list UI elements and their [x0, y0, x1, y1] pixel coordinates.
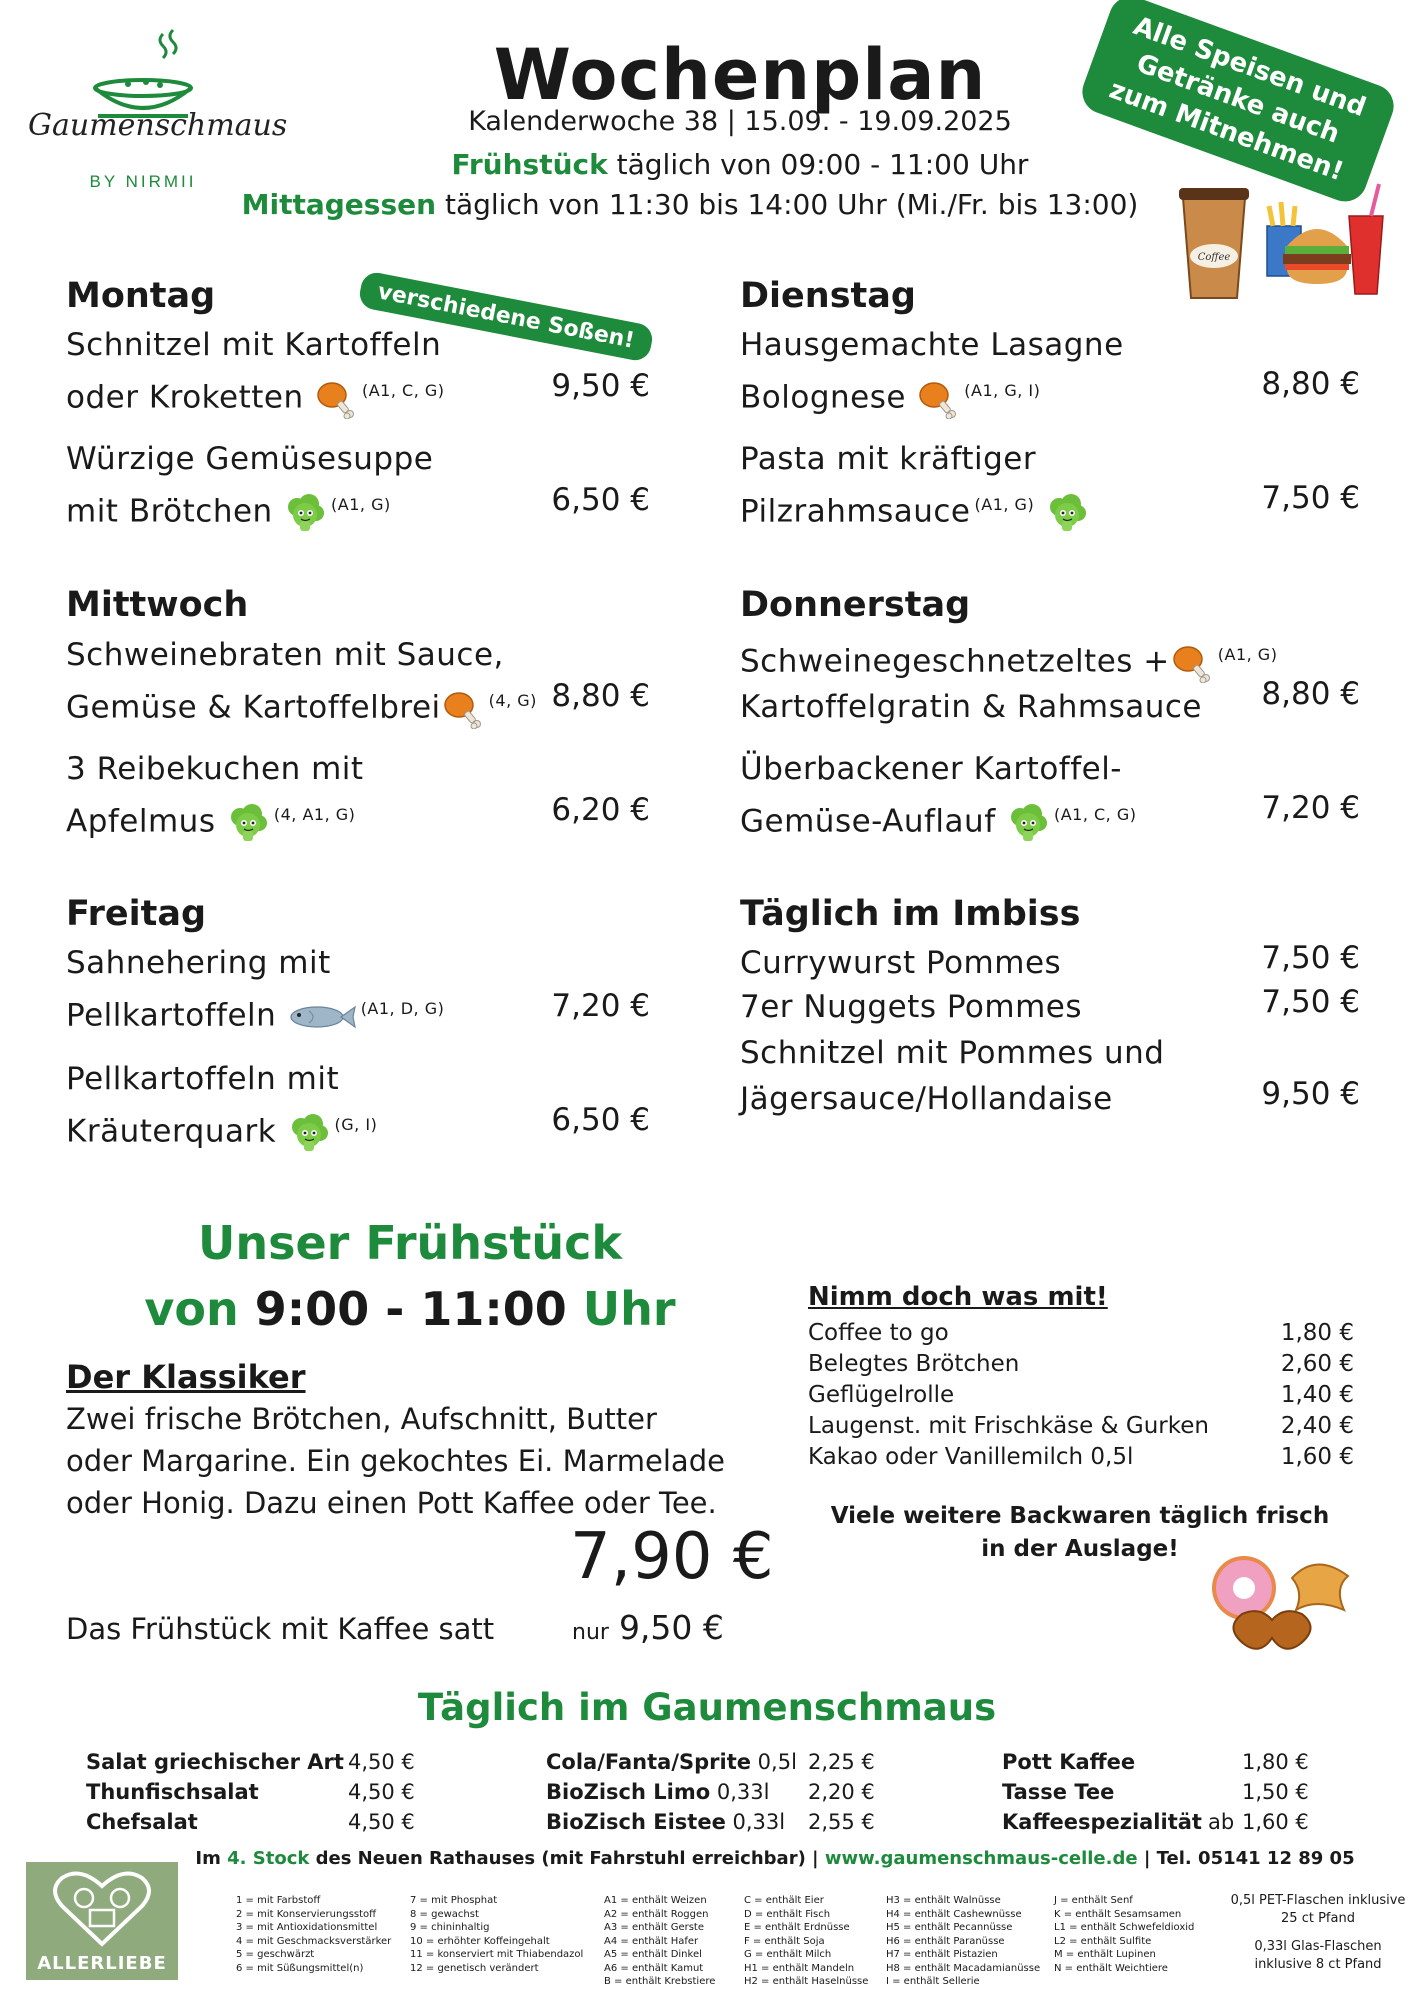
table-row — [86, 1810, 415, 1834]
table-row — [546, 1780, 875, 1804]
legend-entry: 8 = gewachst — [410, 1908, 479, 1920]
coffee-fastfood-icon — [1175, 176, 1390, 302]
klassiker-title: Der Klassiker — [66, 1358, 306, 1396]
legend-entry: 12 = genetisch verändert — [410, 1962, 539, 1974]
dish-line: Pellkartoffeln mit — [66, 1061, 340, 1097]
takeaway-item-price: 1,60 € — [1280, 1444, 1354, 1470]
price-montag-1: 9,50 € — [551, 368, 650, 404]
lunch-hours-time: täglich von 11:30 bis 14:00 Uhr (Mi./Fr. bis 13:00) — [436, 188, 1139, 221]
takeaway-item-name: Coffee to go — [808, 1320, 949, 1346]
takeaway-item-price: 2,40 € — [1280, 1413, 1354, 1439]
list-item — [808, 1320, 1354, 1346]
legend-entry: H4 = enthält Cashewnüsse — [886, 1908, 1022, 1920]
allergen-label: (A1, D, G) — [360, 999, 445, 1018]
legend-entry: H3 = enthält Walnüsse — [886, 1895, 1001, 1906]
legend-entry: C = enthält Eier — [744, 1895, 824, 1906]
legend-column-1 — [236, 1894, 391, 1975]
legend-entry: H2 = enthält Haselnüsse — [744, 1976, 869, 1987]
daily-item-name: Thunfischsalat — [86, 1780, 259, 1804]
dish-line: Schweinebraten mit Sauce, — [66, 637, 504, 673]
daily-item-name: Cola/Fanta/Sprite — [546, 1750, 751, 1774]
dish-montag-2 — [66, 436, 433, 534]
dish-line: Überbackener Kartoffel- — [740, 751, 1122, 787]
chicken-leg-icon — [916, 379, 960, 419]
daily-item-name: Kaffeespezialität — [1002, 1810, 1202, 1834]
daily-item-size: 0,33l — [710, 1780, 770, 1804]
price-donnerstag-1: 8,80 € — [1261, 676, 1360, 712]
breakfast-hours-time: täglich von 09:00 - 11:00 Uhr — [607, 148, 1029, 181]
lunch-hours — [200, 188, 1180, 221]
legend-entry: A5 = enthält Dinkel — [604, 1949, 702, 1960]
price-dienstag-2: 7,50 € — [1261, 480, 1360, 516]
allergen-label: (A1, C, G) — [1053, 805, 1137, 824]
dish-line: Bolognese — [740, 379, 906, 416]
kaffee-satt-price-value: 9,50 € — [618, 1608, 724, 1647]
legend-entry: 10 = erhöhter Koffeingehalt — [410, 1935, 550, 1947]
list-item — [808, 1382, 1354, 1408]
broccoli-icon — [287, 1113, 331, 1153]
daily-item-size: 0,5l — [751, 1750, 797, 1774]
footer-im: Im — [195, 1848, 228, 1869]
backwaren-line: in der Auslage! — [981, 1536, 1179, 1562]
dish-line: Kartoffelgratin & Rahmsauce — [740, 689, 1202, 726]
breakfast-title-von: von — [144, 1282, 255, 1336]
price-imbiss-1: 7,50 € — [1261, 940, 1360, 976]
table-row — [1002, 1750, 1309, 1774]
day-title-donnerstag: Donnerstag — [740, 585, 971, 625]
pastry-icon — [1204, 1548, 1354, 1652]
list-item — [808, 1413, 1354, 1439]
allergen-label: (A1, G) — [974, 495, 1035, 514]
calendar-week: Kalenderwoche 38 | 15.09. - 19.09.2025 — [468, 106, 1012, 137]
day-title-imbiss: Täglich im Imbiss — [740, 894, 1081, 934]
daily-item-name: BioZisch Eistee — [546, 1810, 726, 1834]
logo-name: Gaumenschmaus — [28, 108, 288, 143]
legend-entry: A6 = enthält Kamut — [604, 1962, 704, 1974]
breakfast-title-uhr: Uhr — [566, 1282, 676, 1336]
phone-number: | Tel. 05141 12 89 05 — [1137, 1848, 1355, 1869]
allerliebe-logo — [26, 1862, 178, 1980]
dish-donnerstag-1 — [740, 632, 1277, 730]
legend-entry: H6 = enthält Paranüsse — [886, 1935, 1005, 1947]
takeaway-item-name: Kakao oder Vanillemilch 0,5l — [808, 1444, 1134, 1470]
price-freitag-1: 7,20 € — [551, 988, 650, 1024]
broccoli-icon — [283, 493, 327, 533]
legend-entry: N = enthält Weichtiere — [1054, 1962, 1168, 1974]
legend-entry: H8 = enthält Macadamianüsse — [886, 1962, 1041, 1974]
day-title-montag: Montag — [66, 276, 216, 316]
legend-entry: 4 = mit Geschmacksverstärker — [236, 1935, 392, 1947]
table-row — [1002, 1780, 1309, 1804]
price-imbiss-3: 9,50 € — [1261, 1076, 1360, 1112]
table-row — [546, 1810, 875, 1834]
legend-entry: 9 = chininhaltig — [410, 1922, 490, 1933]
allergen-label: (A1, C, G) — [361, 381, 445, 400]
allergen-label: (A1, G) — [1217, 645, 1278, 664]
imbiss-item-1: Currywurst Pommes — [740, 945, 1062, 981]
legend-entry: 1 = mit Farbstoff — [236, 1895, 321, 1906]
table-row — [86, 1780, 415, 1804]
legend-entry: A4 = enthält Hafer — [604, 1935, 699, 1947]
price-imbiss-2: 7,50 € — [1261, 984, 1360, 1020]
daily-item-size: ab — [1208, 1810, 1235, 1834]
pfand-note-glas: 0,33l Glas-Flaschen inklusive 8 ct Pfand — [1254, 1939, 1382, 1972]
dish-line: Hausgemachte Lasagne — [740, 327, 1124, 363]
legend-entry: A1 = enthält Weizen — [604, 1895, 707, 1906]
allergen-label: (4, A1, G) — [273, 805, 356, 824]
legend-entry: 11 = konserviert mit Thiabendazol — [410, 1949, 584, 1960]
daily-item-name: BioZisch Limo — [546, 1780, 711, 1804]
daily-item-price: 4,50 € — [348, 1750, 415, 1774]
sauce-badge: verschiedene Soßen! — [357, 270, 655, 363]
daily-title: Täglich im Gaumenschmaus — [417, 1686, 997, 1729]
dish-dienstag-2 — [740, 436, 1089, 534]
price-dienstag-1: 8,80 € — [1261, 366, 1360, 402]
day-title-mittwoch: Mittwoch — [66, 585, 249, 625]
legend-entry: G = enthält Milch — [744, 1949, 832, 1960]
dish-line: Pasta mit kräftiger — [740, 441, 1037, 477]
list-item — [808, 1444, 1354, 1470]
daily-item-name: Chefsalat — [86, 1810, 198, 1834]
heart-globe-icon — [26, 1862, 178, 1952]
dish-line: Apfelmus — [66, 803, 216, 840]
breakfast-hours — [380, 148, 1100, 181]
legend-entry: H5 = enthält Pecannüsse — [886, 1922, 1013, 1933]
dish-line: 3 Reibekuchen mit — [66, 751, 364, 787]
legend-entry: B = enthält Krebstiere — [604, 1976, 716, 1987]
daily-item-price: 2,55 € — [808, 1810, 875, 1834]
dish-mittwoch-2 — [66, 746, 364, 844]
page-title: Wochenplan — [493, 34, 987, 116]
website-link[interactable]: www.gaumenschmaus-celle.de — [824, 1848, 1138, 1869]
klassiker-description: Zwei frische Brötchen, Aufschnitt, Butter oder Margarine. Ein gekochtes Ei. Marmelade oder Honig. Dazu einen Pott Kaffee oder Tee. — [66, 1402, 725, 1520]
dish-line: Schweinegeschnetzeltes + — [740, 643, 1170, 680]
legend-column-3 — [604, 1894, 715, 1989]
coffee-cup-label: Coffee — [1197, 252, 1231, 263]
legend-entry: 3 = mit Antioxidationsmittel — [236, 1922, 378, 1933]
legend-column-6 — [1054, 1894, 1194, 1975]
takeaway-badge: Alle Speisen und Getränke auch zum Mitnehmen! — [1076, 0, 1400, 208]
legend-entry: H1 = enthält Mandeln — [744, 1962, 855, 1974]
dish-line: oder Kroketten — [66, 379, 304, 416]
klassiker-price: 7,90 € — [570, 1520, 774, 1594]
breakfast-title — [60, 1210, 760, 1342]
legend-entry: F = enthält Soja — [744, 1935, 825, 1947]
takeaway-item-name: Geflügelrolle — [808, 1382, 955, 1408]
takeaway-item-price: 1,40 € — [1280, 1382, 1354, 1408]
legend-entry: 2 = mit Konservierungsstoff — [236, 1908, 377, 1920]
legend-entry: A3 = enthält Gerste — [604, 1922, 704, 1933]
broccoli-icon — [1006, 803, 1050, 843]
dish-line: Gemüse & Kartoffelbrei — [66, 689, 441, 726]
fish-icon — [287, 1001, 357, 1033]
daily-item-price: 1,80 € — [1242, 1750, 1309, 1774]
allerliebe-text: ALLERLIEBE — [37, 1953, 167, 1974]
legend-entry: 7 = mit Phosphat — [410, 1895, 498, 1906]
legend-entry: H7 = enthält Pistazien — [886, 1949, 998, 1960]
dish-line: Kräuterquark — [66, 1113, 277, 1150]
dish-line: Pellkartoffeln — [66, 997, 277, 1034]
daily-item-name: Salat griechischer Art — [86, 1750, 344, 1774]
dish-freitag-1 — [66, 940, 444, 1038]
takeaway-item-price: 1,80 € — [1280, 1320, 1354, 1346]
dish-line: Schnitzel mit Pommes und — [740, 1035, 1165, 1071]
backwaren-line: Viele weitere Backwaren täglich frisch — [830, 1503, 1330, 1529]
takeaway-title: Nimm doch was mit! — [808, 1282, 1108, 1312]
dish-freitag-2 — [66, 1056, 377, 1154]
imbiss-item-2: 7er Nuggets Pommes — [740, 989, 1082, 1025]
pfand-note-pet: 0,5l PET-Flaschen inklusive 25 ct Pfand — [1230, 1893, 1406, 1926]
table-row — [86, 1750, 415, 1774]
price-montag-2: 6,50 € — [551, 482, 650, 518]
price-freitag-2: 6,50 € — [551, 1102, 650, 1138]
breakfast-hours-label: Frühstück — [451, 148, 608, 181]
kaffee-satt-label: Das Frühstück mit Kaffee satt — [66, 1612, 495, 1646]
footer-rest: des Neuen Rathauses (mit Fahrstuhl erreichbar) | — [309, 1848, 825, 1869]
list-item — [808, 1351, 1354, 1377]
daily-item-size: 0,33l — [725, 1810, 786, 1834]
daily-item-price: 2,25 € — [808, 1750, 875, 1774]
dish-line: Würzige Gemüsesuppe — [66, 441, 434, 477]
legend-entry: E = enthält Erdnüsse — [744, 1922, 850, 1933]
daily-item-name: Tasse Tee — [1002, 1780, 1115, 1804]
dish-dienstag-1 — [740, 322, 1124, 420]
broccoli-icon — [1045, 493, 1089, 533]
broccoli-icon — [226, 803, 270, 843]
daily-item-price: 4,50 € — [348, 1810, 415, 1834]
price-donnerstag-2: 7,20 € — [1261, 790, 1360, 826]
legend-entry: L1 = enthält Schwefeldioxid — [1054, 1922, 1195, 1933]
takeaway-item-name: Belegtes Brötchen — [808, 1351, 1020, 1377]
allergen-label: (A1, G, I) — [964, 381, 1041, 400]
breakfast-title-time: 9:00 - 11:00 — [254, 1282, 567, 1336]
allergen-label: (G, I) — [334, 1115, 378, 1134]
dish-line: Gemüse-Auflauf — [740, 803, 996, 840]
footer-address — [150, 1848, 1400, 1869]
daily-item-price: 4,50 € — [348, 1780, 415, 1804]
imbiss-item-3 — [740, 1030, 1164, 1122]
chicken-leg-icon — [1170, 643, 1214, 683]
daily-item-price: 2,20 € — [808, 1780, 875, 1804]
logo-subtitle: BY NIRMII — [89, 172, 197, 191]
dish-line: Jägersauce/Hollandaise — [740, 1081, 1113, 1117]
dish-line: Sahnehering mit — [66, 945, 331, 981]
day-title-freitag: Freitag — [66, 894, 207, 934]
dish-line: Schnitzel mit Kartoffeln — [66, 327, 442, 363]
legend-entry: K = enthält Sesamsamen — [1054, 1908, 1182, 1920]
legend-entry: M = enthält Lupinen — [1054, 1949, 1156, 1960]
legend-entry: L2 = enthält Sulfite — [1054, 1935, 1152, 1947]
kaffee-satt-prefix: nur — [572, 1620, 609, 1645]
legend-column-2 — [410, 1894, 583, 1975]
legend-entry: I = enthält Sellerie — [886, 1976, 980, 1987]
legend-entry: A2 = enthält Roggen — [604, 1908, 709, 1920]
dish-line: mit Brötchen — [66, 493, 273, 530]
allergen-label: (4, G) — [488, 691, 537, 710]
day-title-dienstag: Dienstag — [740, 276, 916, 316]
table-row — [546, 1750, 875, 1774]
footer-stock: 4. Stock — [227, 1848, 310, 1869]
takeaway-item-name: Laugenst. mit Frischkäse & Gurken — [808, 1413, 1209, 1439]
legend-entry: D = enthält Fisch — [744, 1908, 831, 1920]
legend-entry: J = enthält Senf — [1054, 1895, 1133, 1906]
breakfast-title-line1: Unser Frühstück — [197, 1216, 623, 1270]
table-row — [1002, 1810, 1309, 1834]
takeaway-item-price: 2,60 € — [1280, 1351, 1354, 1377]
legend-column-4 — [744, 1894, 868, 1989]
lunch-hours-label: Mittagessen — [241, 188, 437, 221]
daily-item-price: 1,60 € — [1242, 1810, 1309, 1834]
dish-montag-1 — [66, 322, 445, 420]
daily-item-price: 1,50 € — [1242, 1780, 1309, 1804]
chicken-leg-icon — [441, 689, 485, 729]
allergen-label: (A1, G) — [331, 495, 391, 514]
dish-line: Pilzrahmsauce — [740, 493, 971, 530]
legend-entry: 5 = geschwärzt — [236, 1949, 315, 1960]
chicken-leg-icon — [314, 379, 358, 419]
legend-entry: 6 = mit Süßungsmittel(n) — [236, 1962, 364, 1974]
legend-column-5 — [886, 1894, 1040, 1989]
price-mittwoch-2: 6,20 € — [551, 792, 650, 828]
price-mittwoch-1: 8,80 € — [551, 678, 650, 714]
dish-mittwoch-1 — [66, 632, 537, 730]
kaffee-satt-price — [572, 1608, 724, 1647]
dish-donnerstag-2 — [740, 746, 1137, 844]
daily-item-name: Pott Kaffee — [1002, 1750, 1136, 1774]
